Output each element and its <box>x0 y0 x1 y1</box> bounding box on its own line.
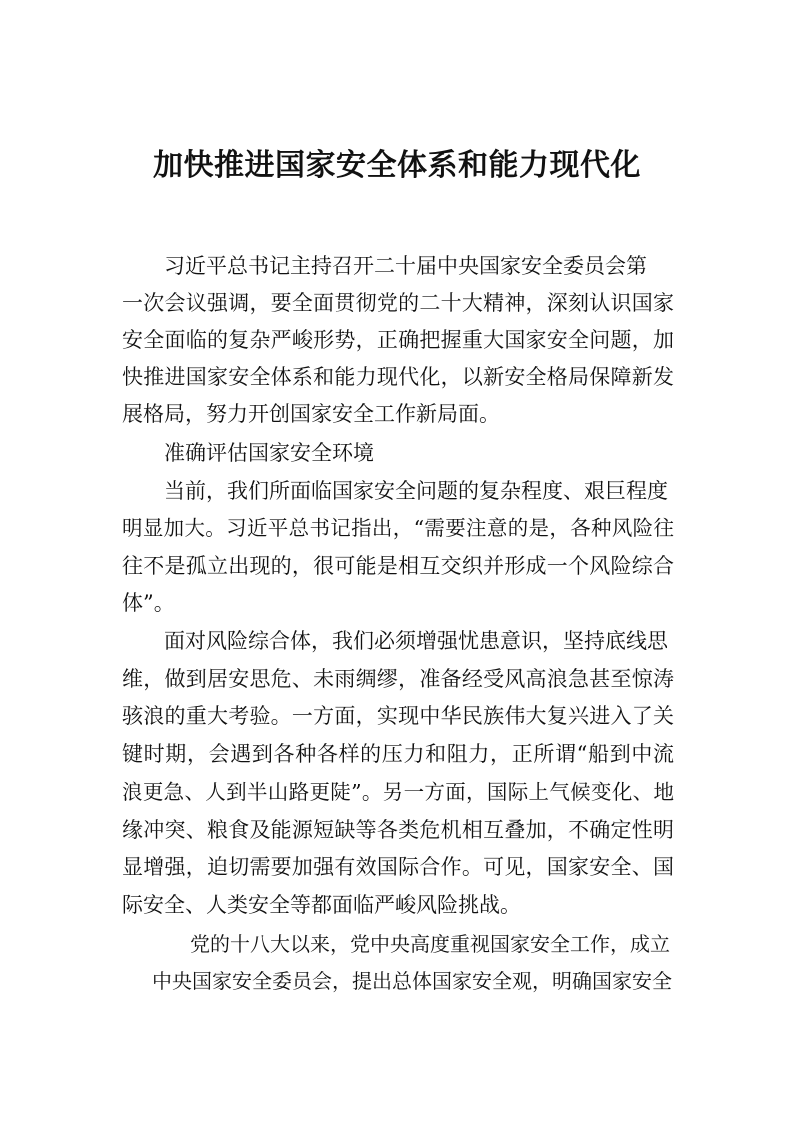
paragraph-3-line-5: 浪更急、人到半山路更陡”。另一方面，国际上气候变化、地 <box>122 780 674 804</box>
paragraph-3-line-3: 骇浪的重大考验。一方面，实现中华民族伟大复兴进入了关 <box>122 704 674 728</box>
paragraph-3-line-1: 面对风险综合体，我们必须增强忧患意识，坚持底线思 <box>164 629 668 653</box>
paragraph-2-line-1: 当前，我们所面临国家安全问题的复杂程度、艰巨程度 <box>164 479 668 503</box>
paragraph-1-line-3: 安全面临的复杂严峻形势，正确把握重大国家安全问题，加 <box>122 328 674 352</box>
paragraph-4-line-1: 党的十八大以来，党中央高度重视国家安全工作，成立 <box>190 932 670 956</box>
paragraph-2-line-2: 明显加大。习近平总书记指出，“需要注意的是，各种风险往 <box>122 516 674 540</box>
paragraph-2-line-4: 体”。 <box>122 591 175 615</box>
paragraph-3-line-7: 显增强，迫切需要加强有效国际合作。可见，国家安全、国 <box>122 855 674 879</box>
paragraph-3-line-4: 键时期，会遇到各种各样的压力和阻力，正所谓“船到中流 <box>122 742 674 766</box>
paragraph-1-line-4: 快推进国家安全体系和能力现代化，以新安全格局保障新发 <box>122 365 674 389</box>
paragraph-2-line-3: 往不是孤立出现的，很可能是相互交织并形成一个风险综合 <box>122 554 674 578</box>
paragraph-1-line-2: 一次会议强调，要全面贯彻党的二十大精神，深刻认识国家 <box>122 291 674 315</box>
paragraph-3-line-8: 际安全、人类安全等都面临严峻风险挑战。 <box>122 893 521 917</box>
paragraph-3-line-6: 缘冲突、粮食及能源短缺等各类危机相互叠加，不确定性明 <box>122 818 674 842</box>
paragraph-1-line-5: 展格局，努力开创国家安全工作新局面。 <box>122 402 500 426</box>
section-heading: 准确评估国家安全环境 <box>164 441 374 465</box>
paragraph-1-line-1: 习近平总书记主持召开二十届中央国家安全委员会第 <box>164 254 647 278</box>
paragraph-4-line-2: 中央国家安全委员会，提出总体国家安全观，明确国家安全 <box>152 969 672 993</box>
document-title: 加快推进国家安全体系和能力现代化 <box>153 148 641 183</box>
paragraph-3-line-2: 维，做到居安思危、未雨绸缪，准备经受风高浪急甚至惊涛 <box>122 667 674 691</box>
